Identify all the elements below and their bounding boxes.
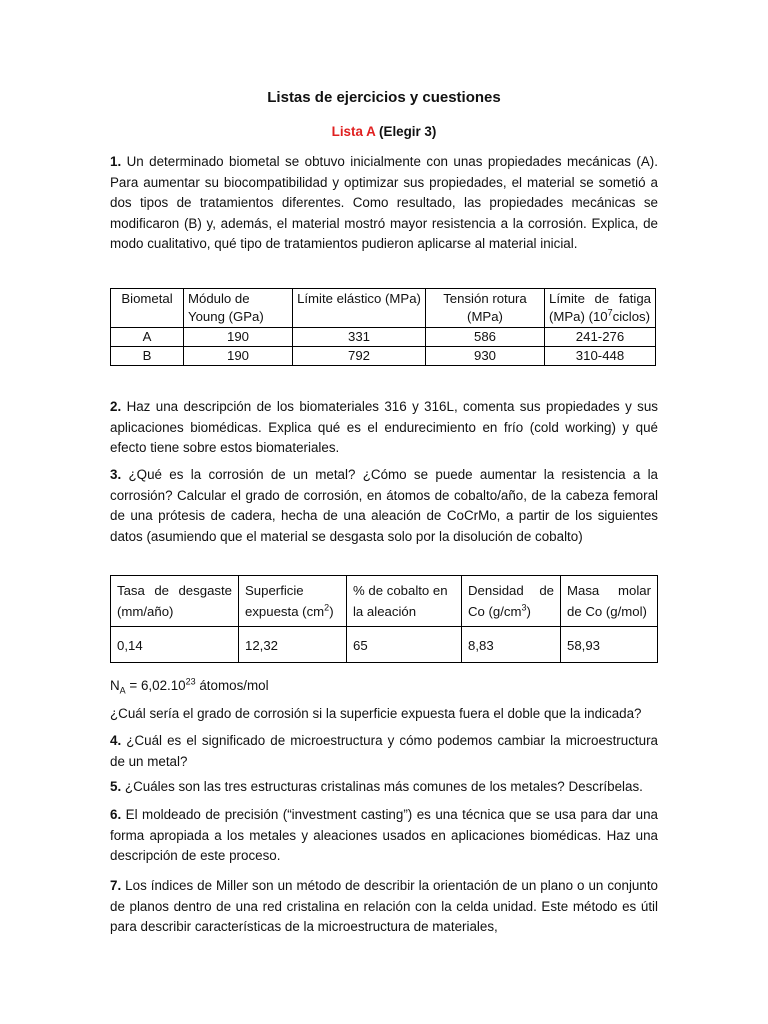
cell-young: 190 (184, 328, 293, 347)
header-young: Módulo de Young (GPa) (184, 289, 293, 328)
question-text: ¿Cuáles son las tres estructuras cristalinas más comunes de los metales? Descríbelas. (124, 779, 643, 794)
table-row (111, 328, 656, 347)
question-1 (110, 152, 658, 255)
page-title: Listas de ejercicios y cuestiones (267, 89, 501, 106)
cell-biometal: A (111, 328, 184, 347)
list-name: Lista A (331, 124, 376, 139)
question-6 (110, 805, 658, 867)
question-text: Haz una descripción de los biomateriales 316 y 316L, comenta sus propiedades y sus aplicaciones biomédicas. Explica qué es el endurecimiento en frío (cold working) y qué efecto tiene sobre estos biomateriales. (110, 399, 658, 455)
cell-biometal: B (111, 347, 184, 366)
question-number: 5. (110, 779, 122, 794)
question-number: 4. (110, 733, 122, 748)
table-row (111, 347, 656, 366)
question-text: Un determinado biometal se obtuvo inicialmente con unas propiedades mecánicas (A). Para aumentar su biocompatibilidad y optimizar sus propiedades, el material se sometió a dos tipos de tratamientos diferentes. Como resultado, las propiedades mecánicas se modificaron (B) y, además, el material mostró mayor resistencia a la corrosión. Explica, de modo cualitativo, qué tipo de tratamientos pudieron aplicarse al material inicial. (110, 154, 658, 251)
table-header-row (111, 576, 658, 627)
cell-elastic: 331 (293, 328, 426, 347)
question-7 (110, 876, 658, 938)
question-4 (110, 731, 658, 772)
cell-rupture: 930 (426, 347, 545, 366)
header-wear-rate: Tasa de desgaste (mm/año) (111, 576, 239, 627)
header-rupture: Tensión rotura (MPa) (426, 289, 545, 328)
header-cobalt-percent: % de cobalto en la aleación (347, 576, 462, 627)
cell-wear-rate: 0,14 (111, 627, 239, 663)
table-header-row (111, 289, 656, 328)
header-elastic: Límite elástico (MPa) (293, 289, 426, 328)
question-number: 7. (110, 878, 122, 893)
question-number: 1. (110, 154, 122, 169)
cell-fatigue: 310-448 (545, 347, 656, 366)
header-fatigue: Límite de fatiga (MPa) $(10^7ciclos)$ (545, 289, 656, 328)
mechanical-properties-table (110, 288, 656, 366)
header-biometal: Biometal (111, 289, 184, 328)
cell-elastic: 792 (293, 347, 426, 366)
question-text: Los índices de Miller son un método de describir la orientación de un plano o un conjunto de planos dentro de una red cristalina en relación con la celda unidad. Este método es útil para describir características de la microestructura de materiales, (110, 878, 658, 934)
cell-young: 190 (184, 347, 293, 366)
cell-surface: 12,32 (239, 627, 347, 663)
question-3 (110, 465, 658, 547)
cell-rupture: 586 (426, 328, 545, 347)
header-density: Densidad de Co $(g/cm^3)$ (462, 576, 561, 627)
cell-density: 8,83 (462, 627, 561, 663)
question-number: 6. (110, 807, 122, 822)
question-number: 2. (110, 399, 122, 414)
header-molar-mass: Masa molar de Co (g/mol) (561, 576, 658, 627)
cell-cobalt-percent: 65 (347, 627, 462, 663)
avogadro-constant: $N_A = 6,02.10^{23}$ átomos/mol (110, 676, 269, 696)
corrosion-data-table (110, 575, 658, 663)
list-choose: (Elegir 3) (379, 124, 437, 139)
header-surface: Superficie expuesta $(cm^2)$ (239, 576, 347, 627)
question-number: 3. (110, 467, 122, 482)
question-text: ¿Cuál es el significado de microestructura y cómo podemos cambiar la microestructura de un metal? (110, 733, 658, 769)
list-heading (0, 122, 768, 143)
question-5 (110, 777, 670, 798)
question-text: El moldeado de precisión (“investment casting”) es una técnica que se usa para dar una forma apropiada a los metales y aleaciones usados en aplicaciones biomédicas. Haz una descripción de este proceso. (110, 807, 658, 863)
table-row (111, 627, 658, 663)
cell-molar-mass: 58,93 (561, 627, 658, 663)
question-3b: ¿Cuál sería el grado de corrosión si la superficie expuesta fuera el doble que la indicada? (110, 706, 642, 721)
question-text: ¿Qué es la corrosión de un metal? ¿Cómo se puede aumentar la resistencia a la corrosión? Calcular el grado de corrosión, en átomos de cobalto/año, de la cabeza femoral de una prótesis de cadera, hecha de una aleación de CoCrMo, a partir de los siguientes datos (asumiendo que el material se desgasta solo por la disolución de cobalto) (110, 467, 658, 544)
cell-fatigue: 241-276 (545, 328, 656, 347)
question-2 (110, 397, 658, 459)
